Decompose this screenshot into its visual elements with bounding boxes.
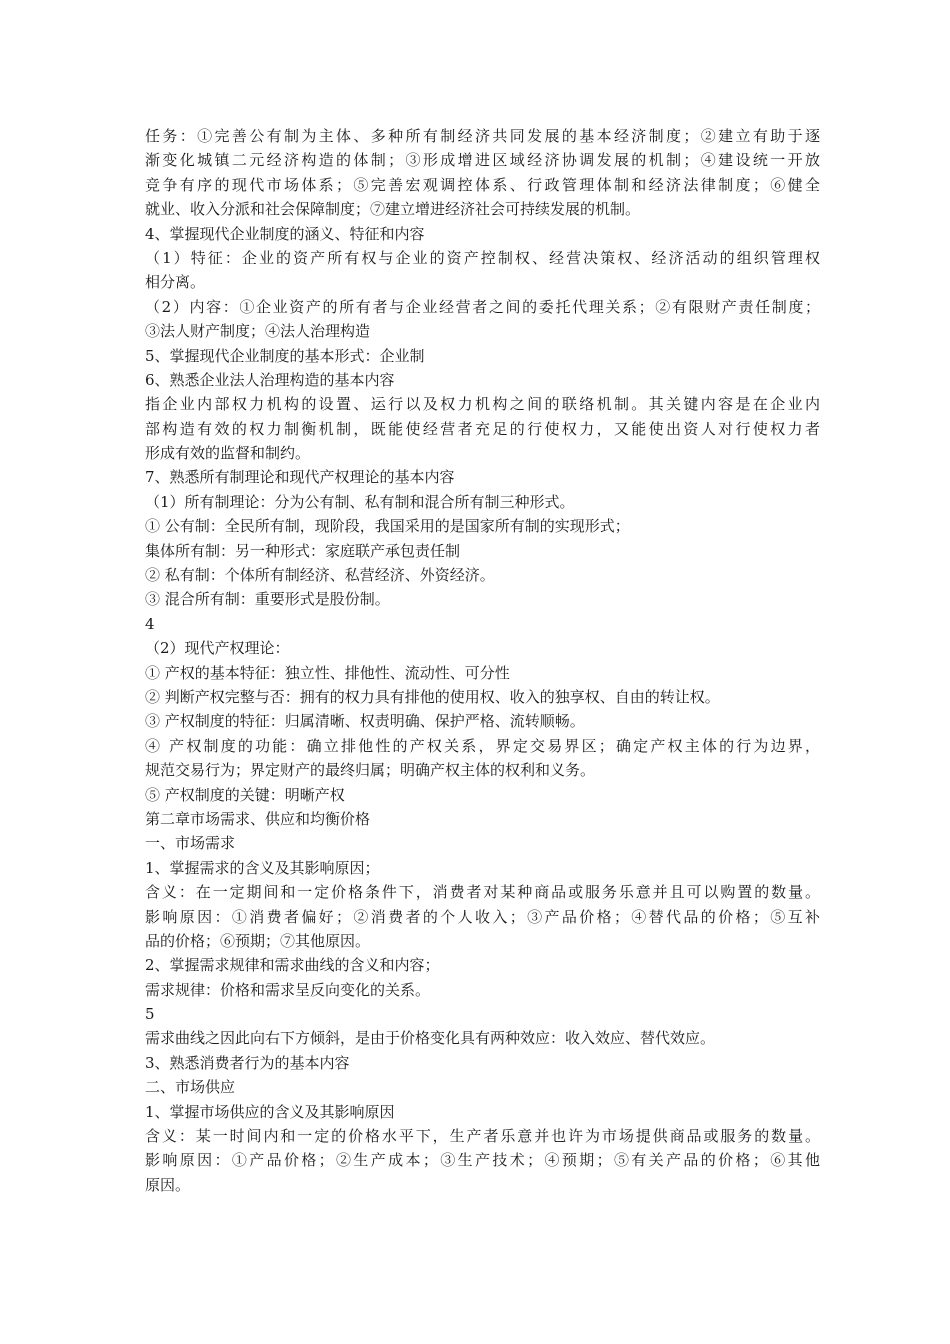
- text-line: 渐变化城镇二元经济构造的体制；③形成增进区域经济协调发展的机制；④建设统一开放: [145, 151, 820, 170]
- text-line: 品的价格；⑥预期；⑦其他原因。: [145, 931, 371, 950]
- text-line: ③ 产权制度的特征：归属清晰、权责明确、保护严格、流转顺畅。: [145, 712, 585, 731]
- text-line: 相分离。: [145, 273, 206, 292]
- text-line: ① 公有制：全民所有制，现阶段，我国采用的是国家所有制的实现形式；: [145, 517, 630, 536]
- text-line: 需求规律：价格和需求呈反向变化的关系。: [145, 980, 431, 999]
- text-line: 需求曲线之因此向右下方倾斜，是由于价格变化具有两种效应：收入效应、替代效应。: [145, 1029, 716, 1048]
- text-line: （2）现代产权理论：: [145, 639, 290, 658]
- section-heading: 一、市场需求: [145, 834, 236, 853]
- text-line: ④ 产权制度的功能：确立排他性的产权关系，界定交易界区；确定产权主体的行为边界，: [145, 736, 820, 755]
- section-heading: 7、熟悉所有制理论和现代产权理论的基本内容: [145, 468, 455, 487]
- text-line: （1）特征：企业的资产所有权与企业的资产控制权、经营决策权、经济活动的组织管理权: [145, 248, 820, 267]
- text-line: ② 私有制：个体所有制经济、私营经济、外资经济。: [145, 566, 495, 585]
- text-line: 就业、收入分派和社会保障制度；⑦建立增进经济社会可持续发展的机制。: [145, 200, 641, 219]
- text-line: 部构造有效的权力制衡机制，既能使经营者充足的行使权力，又能使出资人对行使权力者: [145, 419, 820, 438]
- section-heading: 二、市场供应: [145, 1078, 236, 1097]
- text-line: ① 产权的基本特征：独立性、排他性、流动性、可分性: [145, 663, 510, 682]
- section-heading: 1、掌握市场供应的含义及其影响原因: [145, 1102, 395, 1121]
- text-line: 含义：在一定期间和一定价格条件下，消费者对某种商品或服务乐意并且可以购置的数量。: [145, 883, 820, 902]
- section-heading: 5、掌握现代企业制度的基本形式：企业制: [145, 346, 425, 365]
- text-line: ③法人财产制度；④法人治理构造: [145, 322, 371, 341]
- section-heading: 4、掌握现代企业制度的涵义、特征和内容: [145, 224, 425, 243]
- text-line: ② 判断产权完整与否：拥有的权力具有排他的使用权、收入的独享权、自由的转让权。: [145, 687, 720, 706]
- text-line: （2）内容：①企业资产的所有者与企业经营者之间的委托代理关系；②有限财产责任制度；: [145, 297, 820, 316]
- section-heading: 2、掌握需求规律和需求曲线的含义和内容；: [145, 956, 440, 975]
- text-line: （1）所有制理论：分为公有制、私有制和混合所有制三种形式。: [145, 492, 575, 511]
- text-line: 原因。: [145, 1175, 191, 1194]
- section-heading: 6、熟悉企业法人治理构造的基本内容: [145, 370, 395, 389]
- text-line: 竞争有序的现代市场体系；⑤完善宏观调控体系、行政管理体制和经济法律制度；⑥健全: [145, 175, 820, 194]
- page-number: 5: [145, 1005, 155, 1024]
- text-line: 指企业内部权力机构的设置、运行以及权力机构之间的联络机制。其关键内容是在企业内: [145, 395, 820, 414]
- text-line: ⑤ 产权制度的关键：明晰产权: [145, 785, 345, 804]
- text-line: 任务：①完善公有制为主体、多种所有制经济共同发展的基本经济制度；②建立有助于逐: [145, 127, 820, 145]
- text-line: 形成有效的监督和制约。: [145, 444, 311, 463]
- chapter-heading: 第二章市场需求、供应和均衡价格: [145, 809, 371, 828]
- text-line: 规范交易行为；界定财产的最终归属；明确产权主体的权利和义务。: [145, 761, 596, 780]
- text-line: ③ 混合所有制：重要形式是股份制。: [145, 590, 390, 609]
- text-line: 含义：某一时间内和一定的价格水平下，生产者乐意并也许为市场提供商品或服务的数量。: [145, 1127, 820, 1146]
- document-body: [145, 124, 820, 1197]
- section-heading: 3、熟悉消费者行为的基本内容: [145, 1053, 350, 1072]
- text-line: 影响原因：①产品价格；②生产成本；③生产技术；④预期；⑤有关产品的价格；⑥其他: [145, 1151, 820, 1170]
- text-line: 影响原因：①消费者偏好；②消费者的个人收入；③产品价格；④替代品的价格；⑤互补: [145, 907, 820, 926]
- page-number: 4: [145, 614, 155, 633]
- text-line: 集体所有制：另一种形式：家庭联产承包责任制: [145, 541, 461, 560]
- section-heading: 1、掌握需求的含义及其影响原因；: [145, 858, 380, 877]
